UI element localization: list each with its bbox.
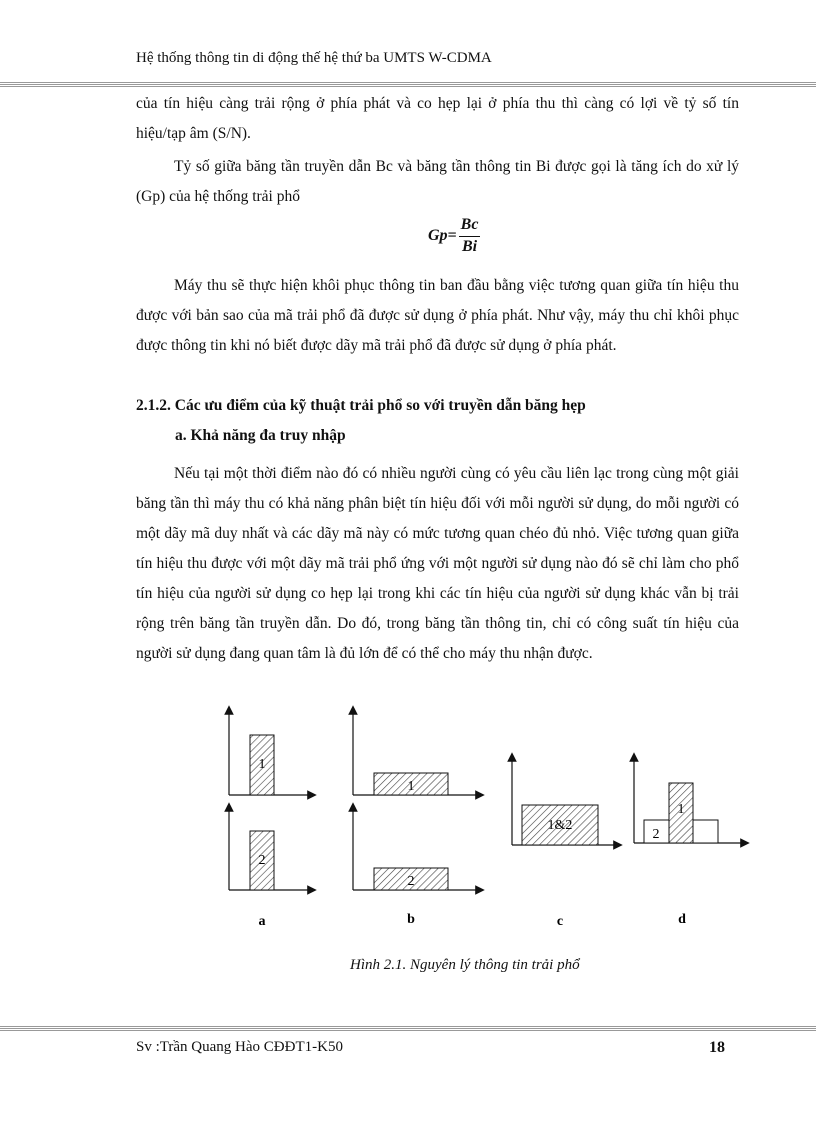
paragraph-3-text: Máy thu sẽ thực hiện khôi phục thông tin ban đầu bằng việc tương quan giữa tín hiệu thu được với bản sao của mã trải phổ đã được sử dụng ở phía phát. Như vậy, máy thu chỉ khôi phục được thông tin khi nó biết được dãy mã trải phổ đã được sử dụng ở phía phát. xyxy=(136,277,739,354)
diagram-b-bottom-label: 2 xyxy=(407,874,415,889)
footer-author: Sv :Trần Quang Hào CĐĐT1-K50 xyxy=(136,1039,343,1055)
figure-caption: Hình 2.1. Nguyên lý thông tin trải phổ xyxy=(350,957,580,973)
diagram-d xyxy=(634,757,745,843)
section-heading: 2.1.2. Các ưu điểm của kỹ thuật trải phổ so với truyền dẫn băng hẹp xyxy=(136,397,586,414)
paragraph-2 xyxy=(136,152,739,212)
diagram-c-label: 1&2 xyxy=(547,818,573,833)
formula-denominator: Bi xyxy=(462,238,478,255)
page-number: 18 xyxy=(709,1039,725,1056)
diagram-a-bottom xyxy=(229,807,312,890)
label-a: a xyxy=(258,914,266,929)
diagram-a-top xyxy=(229,710,312,795)
paragraph-4 xyxy=(136,459,739,669)
label-d: d xyxy=(678,912,686,927)
header-rule xyxy=(0,82,816,87)
paragraph-1-text: của tín hiệu càng trải rộng ở phía phát và co hẹp lại ở phía thu thì càng có lợi về tỷ số tín hiệu/tạp âm (S/N). xyxy=(136,95,739,142)
diagram-b-top-label: 1 xyxy=(407,779,415,794)
processing-gain-formula xyxy=(428,216,480,256)
formula-fraction xyxy=(459,216,481,256)
diagram-b-bottom xyxy=(353,807,480,890)
paragraph-2-text: Tỷ số giữa băng tần truyền dẫn Bc và băng tần thông tin Bi được gọi là tăng ích do xử lý (Gp) của hệ thống trải phổ xyxy=(136,158,739,205)
formula-lhs: Gp= xyxy=(428,227,457,244)
section-subheading: a. Khả năng đa truy nhập xyxy=(175,427,346,444)
diagram-b-top xyxy=(353,710,480,795)
paragraph-3 xyxy=(136,271,739,361)
diagram-c xyxy=(512,757,618,845)
diagram-d-narrow-label: 1 xyxy=(677,802,685,817)
paragraph-1 xyxy=(136,89,739,149)
footer-rule xyxy=(0,1026,816,1031)
diagram-a-top-label: 1 xyxy=(258,757,266,772)
label-b: b xyxy=(407,912,415,927)
diagram-d-wide-label: 2 xyxy=(652,827,660,842)
label-c: c xyxy=(556,914,564,929)
paragraph-4-text: Nếu tại một thời điểm nào đó có nhiều người cùng có yêu cầu liên lạc trong cùng một giải băng tần thì máy thu có khả năng phân biệt tín hiệu đối với mỗi người sử dụng, do mỗi người có một dãy mã duy nhất và các dãy mã này có mức tương quan chéo đủ nhỏ. Việc tương quan giữa tín hiệu thu được với một dãy mã trải phổ ứng với một người sử dụng nào đó sẽ chỉ làm cho phổ tín hiệu của người sử dụng co hẹp lại trong khi các tín hiệu của người sử dụng khác vẫn bị trải rộng trên băng tần truyền dẫn. Do đó, trong băng tần thông tin, chỉ có công suất tín hiệu của người sử dụng đang quan tâm là đủ lớn để có thể cho máy thu nhận được. xyxy=(136,465,739,662)
spread-spectrum-figure xyxy=(0,705,816,955)
formula-numerator: Bc xyxy=(459,216,481,237)
page-header-title: Hệ thống thông tin di động thế hệ thứ ba UMTS W-CDMA xyxy=(136,50,492,66)
diagram-a-bottom-label: 2 xyxy=(258,853,266,868)
